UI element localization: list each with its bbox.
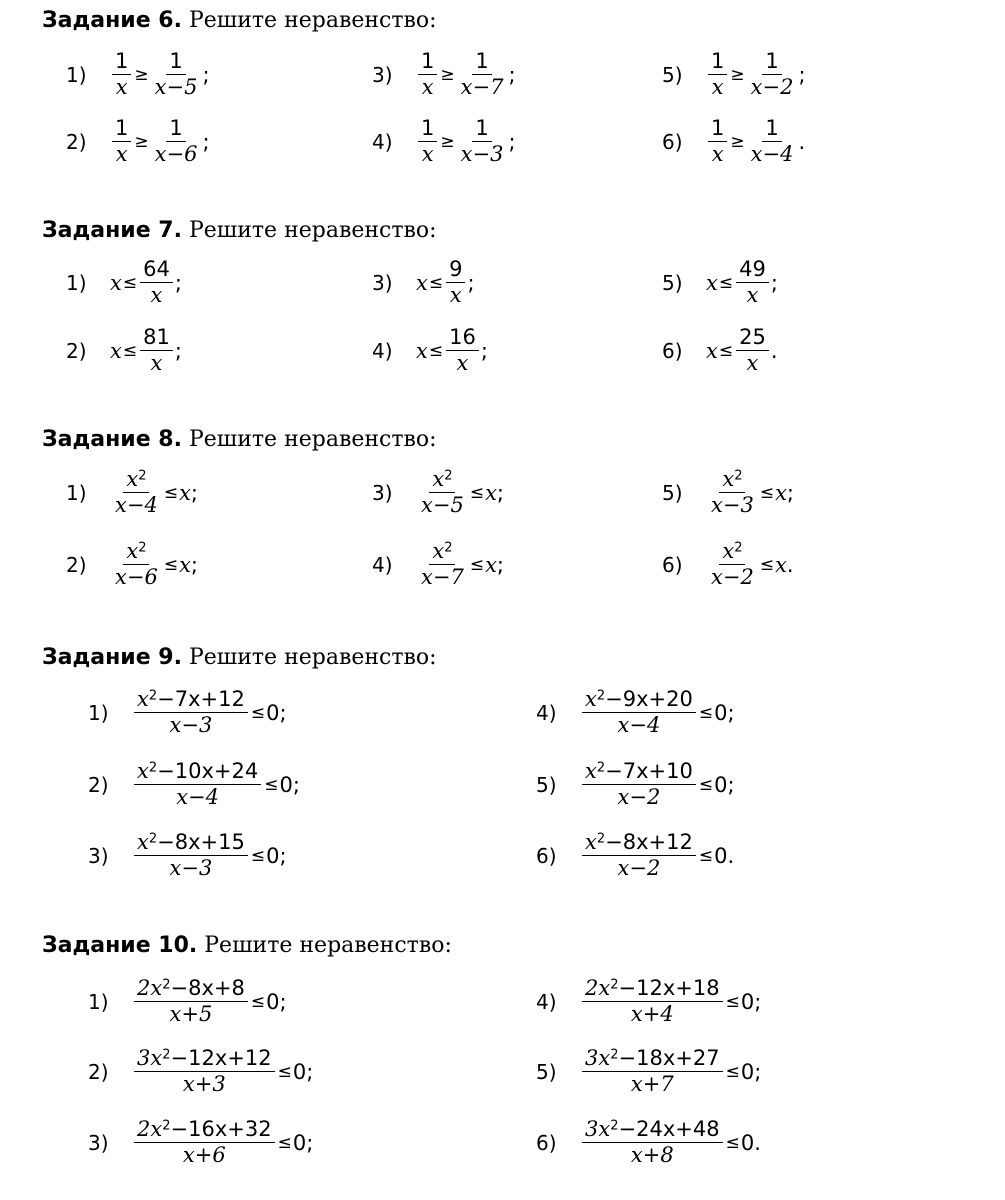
item-number: 6) — [662, 338, 683, 363]
item-end: ; — [754, 989, 762, 1014]
relation-sign: ≤ — [698, 774, 714, 795]
task-9-item-5 — [536, 760, 735, 809]
item-end: . — [727, 843, 735, 868]
relation-sign: ≤ — [250, 845, 266, 866]
relation-sign: ≥ — [730, 64, 745, 85]
relation-sign: ≤ — [264, 774, 279, 795]
item-end: . — [770, 338, 778, 363]
task-8-title — [42, 427, 437, 452]
fraction: $\frac{3x^2-18x+27}{x+7}$ — [582, 1047, 723, 1096]
task-10-item-3 — [88, 1118, 313, 1167]
task-9-item-1 — [88, 688, 287, 737]
task-6-title — [42, 8, 437, 33]
item-number: 2) — [66, 552, 87, 577]
item-number: 5) — [662, 62, 683, 87]
fraction: $\frac{2x^2-16x+32}{x+6}$ — [134, 1118, 275, 1167]
item-end: ; — [279, 989, 287, 1014]
item-number: 4) — [372, 129, 393, 154]
relation-sign: ≥ — [134, 131, 149, 152]
rhs: 0 — [266, 700, 280, 725]
fraction: $\frac{81}{x}$ — [140, 326, 173, 375]
rhs: x — [485, 552, 497, 577]
item-end: . — [754, 1130, 761, 1155]
relation-sign: ≤ — [277, 1061, 292, 1082]
task-6-label: Задание 6. — [42, 8, 182, 33]
item-number: 2) — [66, 129, 87, 154]
fraction: $\frac{x^2}{x-7}$ — [421, 539, 464, 590]
item-number: 4) — [372, 338, 393, 363]
item-number: 3) — [372, 480, 393, 505]
item-number: 5) — [536, 772, 557, 797]
item-end: . — [798, 129, 806, 154]
task-6-item-3 — [372, 50, 516, 99]
item-number: 2) — [88, 1059, 109, 1084]
task-7-item-1 — [66, 258, 182, 307]
fraction-right: $\frac{1}{x-7}$ — [460, 49, 504, 100]
rhs: x — [179, 552, 191, 577]
relation-sign: ≤ — [698, 702, 714, 723]
item-end: ; — [279, 843, 287, 868]
item-end: ; — [190, 480, 198, 505]
item-number: 4) — [536, 700, 557, 725]
relation-sign: ≤ — [759, 482, 775, 503]
task-8-item-6 — [662, 540, 794, 589]
lhs: x — [416, 270, 428, 295]
fraction: $\frac{x^2-8x+12}{x-2}$ — [582, 831, 696, 880]
item-end: ; — [727, 700, 735, 725]
task-10-item-4 — [536, 977, 761, 1026]
relation-sign: ≤ — [277, 1132, 292, 1153]
item-number: 3) — [372, 62, 393, 87]
fraction: $\frac{64}{x}$ — [140, 258, 173, 307]
item-end: ; — [202, 62, 210, 87]
lhs: x — [416, 338, 428, 363]
task-6-instruction: Решите неравенство: — [181, 8, 437, 33]
item-end: ; — [508, 62, 516, 87]
fraction-right: $\frac{1}{x-2}$ — [750, 49, 794, 100]
task-6-item-2 — [66, 117, 210, 166]
relation-sign: ≥ — [440, 131, 455, 152]
relation-sign: ≤ — [725, 991, 740, 1012]
task-9-item-6 — [536, 831, 734, 880]
item-number: 5) — [662, 270, 683, 295]
fraction-right: $\frac{1}{x-3}$ — [460, 116, 504, 167]
rhs: 0 — [714, 772, 728, 797]
relation-sign: ≤ — [759, 554, 775, 575]
lhs: x — [110, 338, 122, 363]
rhs: 0 — [279, 772, 293, 797]
task-9-item-3 — [88, 831, 287, 880]
relation-sign: ≤ — [122, 340, 138, 361]
item-end: ; — [279, 700, 287, 725]
task-6-item-6 — [662, 117, 805, 166]
task-7-item-3 — [372, 258, 475, 307]
relation-sign: ≤ — [428, 340, 444, 361]
rhs: x — [485, 480, 497, 505]
rhs: 0 — [740, 1130, 755, 1155]
task-7-title — [42, 218, 437, 243]
item-number: 4) — [536, 989, 557, 1014]
relation-sign: ≤ — [122, 272, 138, 293]
fraction: $\frac{25}{x}$ — [736, 326, 769, 375]
lhs: x — [110, 270, 122, 295]
fraction-left: $\frac{1}{x}$ — [112, 117, 131, 166]
fraction: $\frac{x^2}{x-6}$ — [115, 539, 158, 590]
relation-sign: ≤ — [250, 702, 266, 723]
item-end: ; — [754, 1059, 762, 1084]
fraction-right: $\frac{1}{x-6}$ — [154, 116, 198, 167]
task-9-instruction: Решите неравенство: — [181, 645, 437, 670]
rhs: 0 — [266, 989, 280, 1014]
fraction: $\frac{x^2-7x+12}{x-3}$ — [134, 688, 248, 737]
task-7-instruction: Решите неравенство: — [181, 218, 437, 243]
task-7-item-2 — [66, 326, 182, 375]
task-10-title — [42, 933, 452, 958]
task-9-title — [42, 645, 437, 670]
item-number: 4) — [372, 552, 393, 577]
fraction: $\frac{x^2-7x+10}{x-2}$ — [582, 760, 696, 809]
fraction: $\frac{x^2-10x+24}{x-4}$ — [134, 760, 261, 809]
task-6-item-4 — [372, 117, 516, 166]
rhs: 0 — [292, 1059, 307, 1084]
task-8-label: Задание 8. — [42, 427, 182, 452]
item-number: 1) — [66, 62, 87, 87]
fraction: $\frac{9}{x}$ — [446, 258, 465, 307]
task-10-item-6 — [536, 1118, 761, 1167]
relation-sign: ≤ — [698, 845, 714, 866]
relation-sign: ≤ — [163, 554, 179, 575]
item-end: ; — [306, 1059, 314, 1084]
item-number: 2) — [88, 772, 109, 797]
fraction: $\frac{x^2-8x+15}{x-3}$ — [134, 831, 248, 880]
item-number: 3) — [372, 270, 393, 295]
fraction: $\frac{49}{x}$ — [736, 258, 769, 307]
fraction: $\frac{x^2}{x-3}$ — [711, 467, 754, 518]
task-6-item-1 — [66, 50, 210, 99]
item-end: ; — [306, 1130, 314, 1155]
item-end: ; — [508, 129, 516, 154]
relation-sign: ≥ — [440, 64, 455, 85]
item-end: ; — [798, 62, 806, 87]
task-8-item-5 — [662, 468, 794, 517]
relation-sign: ≤ — [250, 991, 266, 1012]
task-9-item-2 — [88, 760, 300, 809]
rhs: x — [179, 480, 191, 505]
relation-sign: ≤ — [163, 482, 179, 503]
relation-sign: ≥ — [730, 131, 745, 152]
item-end: ; — [174, 270, 182, 295]
rhs: x — [775, 480, 787, 505]
task-8-item-1 — [66, 468, 198, 517]
item-end: ; — [727, 772, 735, 797]
task-7-item-5 — [662, 258, 778, 307]
relation-sign: ≥ — [134, 64, 149, 85]
rhs: 0 — [714, 843, 728, 868]
item-number: 3) — [88, 1130, 109, 1155]
fraction-left: $\frac{1}{x}$ — [418, 50, 437, 99]
item-end: ; — [190, 552, 198, 577]
item-end: ; — [480, 338, 488, 363]
task-10-item-1 — [88, 977, 287, 1026]
task-8-instruction: Решите неравенство: — [181, 427, 437, 452]
fraction: $\frac{16}{x}$ — [446, 326, 479, 375]
item-number: 1) — [66, 480, 87, 505]
task-9-item-4 — [536, 688, 735, 737]
rhs: 0 — [740, 989, 755, 1014]
relation-sign: ≤ — [725, 1061, 740, 1082]
rhs: 0 — [714, 700, 728, 725]
task-10-instruction: Решите неравенство: — [197, 933, 452, 958]
fraction: $\frac{x^2}{x-2}$ — [711, 539, 754, 590]
lhs: x — [706, 338, 718, 363]
item-number: 5) — [536, 1059, 557, 1084]
task-8-item-2 — [66, 540, 198, 589]
task-10-item-5 — [536, 1047, 761, 1096]
task-7-item-6 — [662, 326, 778, 375]
task-7-label: Задание 7. — [42, 218, 182, 243]
fraction: $\frac{2x^2-12x+18}{x+4}$ — [582, 977, 723, 1026]
task-10-item-2 — [88, 1047, 313, 1096]
lhs: x — [706, 270, 718, 295]
task-8-item-3 — [372, 468, 504, 517]
item-end: ; — [496, 480, 504, 505]
fraction: $\frac{2x^2-8x+8}{x+5}$ — [134, 977, 248, 1026]
task-8-item-4 — [372, 540, 504, 589]
rhs: 0 — [266, 843, 280, 868]
item-end: ; — [292, 772, 300, 797]
item-number: 6) — [662, 552, 683, 577]
item-number: 1) — [66, 270, 87, 295]
fraction-left: $\frac{1}{x}$ — [708, 117, 727, 166]
item-end: ; — [174, 338, 182, 363]
fraction-left: $\frac{1}{x}$ — [112, 50, 131, 99]
relation-sign: ≤ — [725, 1132, 740, 1153]
item-number: 1) — [88, 989, 109, 1014]
item-number: 3) — [88, 843, 109, 868]
item-number: 6) — [662, 129, 683, 154]
relation-sign: ≤ — [718, 340, 734, 361]
fraction: $\frac{x^2}{x-4}$ — [115, 467, 158, 518]
item-end: ; — [770, 270, 778, 295]
item-number: 5) — [662, 480, 683, 505]
task-6-item-5 — [662, 50, 806, 99]
item-number: 2) — [66, 338, 87, 363]
fraction: $\frac{3x^2-24x+48}{x+8}$ — [582, 1118, 723, 1167]
item-number: 6) — [536, 1130, 557, 1155]
rhs: 0 — [740, 1059, 755, 1084]
relation-sign: ≤ — [469, 554, 485, 575]
task-10-label: Задание 10. — [42, 933, 198, 958]
fraction: $\frac{3x^2-12x+12}{x+3}$ — [134, 1047, 275, 1096]
relation-sign: ≤ — [428, 272, 444, 293]
relation-sign: ≤ — [469, 482, 485, 503]
fraction: $\frac{x^2}{x-5}$ — [421, 467, 464, 518]
item-number: 6) — [536, 843, 557, 868]
fraction-left: $\frac{1}{x}$ — [708, 50, 727, 99]
fraction-right: $\frac{1}{x-5}$ — [154, 49, 198, 100]
item-end: ; — [467, 270, 475, 295]
relation-sign: ≤ — [718, 272, 734, 293]
fraction: $\frac{x^2-9x+20}{x-4}$ — [582, 688, 696, 737]
item-end: ; — [202, 129, 210, 154]
fraction-right: $\frac{1}{x-4}$ — [750, 116, 794, 167]
item-end: . — [786, 552, 794, 577]
task-9-label: Задание 9. — [42, 645, 182, 670]
rhs: 0 — [292, 1130, 307, 1155]
item-number: 1) — [88, 700, 109, 725]
fraction-left: $\frac{1}{x}$ — [418, 117, 437, 166]
task-7-item-4 — [372, 326, 488, 375]
rhs: x — [775, 552, 787, 577]
item-end: ; — [786, 480, 794, 505]
item-end: ; — [496, 552, 504, 577]
